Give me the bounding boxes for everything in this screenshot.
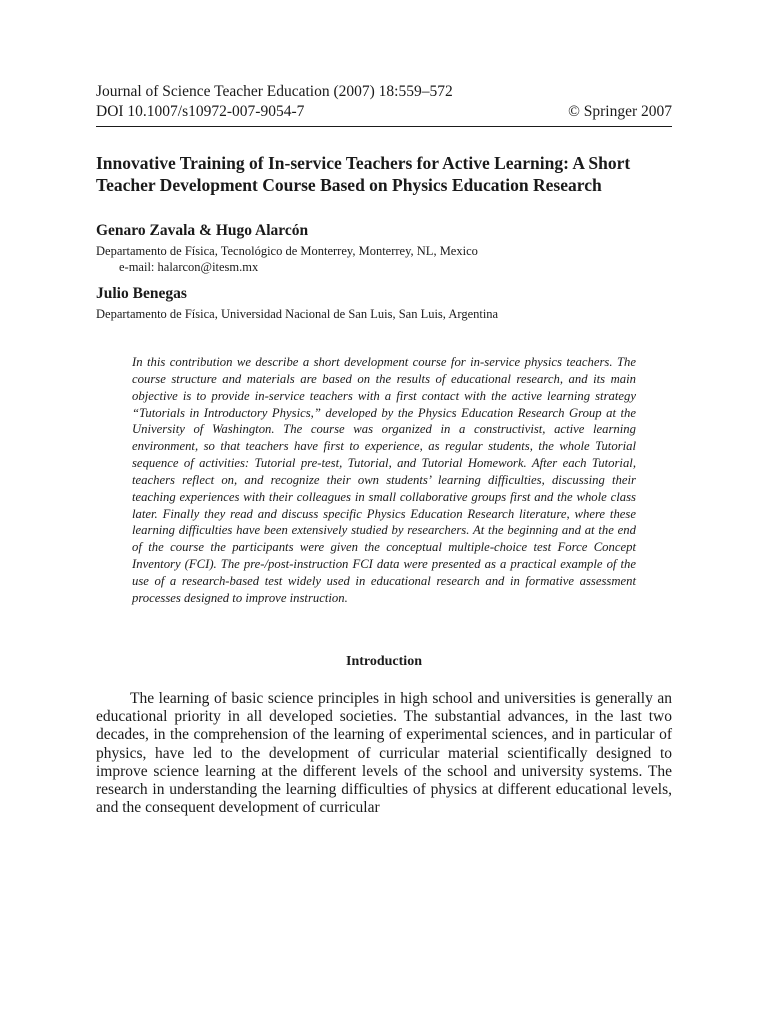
abstract: In this contribution we describe a short development course for in-service physics teachers. The course structure and materials are based on the results of educational research, and its main objective is to provide in-service teachers with a first contact with the active learning strategy “Tutorials in Introductory Physics,” developed by the Physics Education Research Group at the University of Washington. The course was organized in a constructivist, active learning environment, so that teachers have first to experience, as regular students, the whole Tutorial sequence of activities: Tutorial pre-test, Tutorial, and Tutorial Homework. After each Tutorial, teachers reflect on, and recognize their own students’ learning difficulties, discussing their teaching experiences with their colleagues in small collaborative groups first and the whole class later. Finally they read and discuss specific Physics Education Research literature, where these learning difficulties have been extensively studied by researchers. At the beginning and at the end of the course the participants were given the conceptual multiple-choice test Force Concept Inventory (FCI). The pre-/post-instruction FCI data were presented as a practical example of the use of a research-based test widely used in educational research and in formative assessment processes designed to improve instruction. [132,355,636,605]
author-names-2: Julio Benegas [96,285,187,302]
header-rule [96,126,672,127]
doi: DOI 10.1007/s10972-007-9054-7 [96,103,305,120]
author-email: e-mail: halarcon@itesm.mx [119,260,259,274]
intro-paragraph: The learning of basic science principles in high school and universities is generally an educational priority in all developed societies. The substantial advances, in the last two decades, in the comprehension of the learning of experimental sciences, and in particular of physics, have led to the development of curricular material scientifically designed to improve science learning at the different levels of the school and university systems. The research in understanding the learning difficulties of physics at different educational levels, and the consequent development of curricular [96,689,672,817]
doi-line [96,102,672,122]
author-names-1: Genaro Zavala & Hugo Alarcón [96,222,309,239]
copyright: © Springer 2007 [568,103,672,120]
journal-header [96,82,672,102]
section-heading-introduction: Introduction [346,653,422,669]
journal-citation: Journal of Science Teacher Education (2007) 18:559–572 [96,83,453,100]
article-title: Innovative Training of In-service Teachers for Active Learning: A Short Teacher Development Course Based on Physics Education Research [96,153,631,195]
author-affiliation-1: Departamento de Física, Tecnológico de Monterrey, Monterrey, NL, Mexico [96,244,478,258]
author-affiliation-2: Departamento de Física, Universidad Nacional de San Luis, San Luis, Argentina [96,307,499,321]
paper-page [96,82,672,833]
